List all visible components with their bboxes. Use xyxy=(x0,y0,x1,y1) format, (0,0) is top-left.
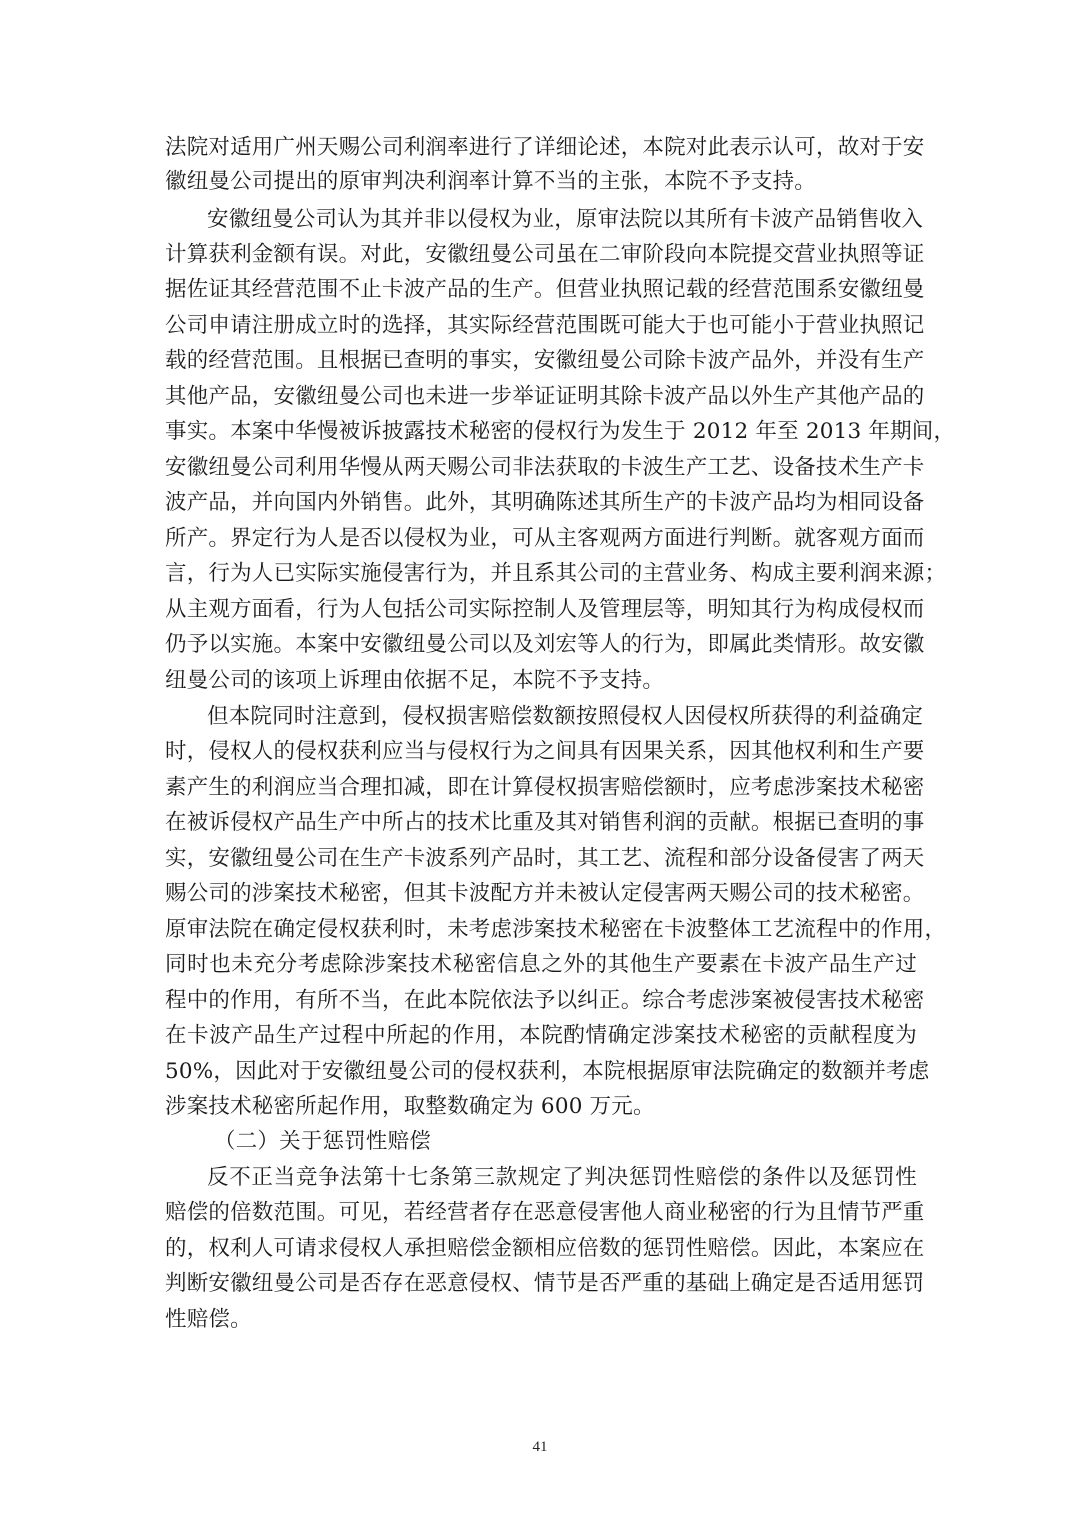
text-line: 程中的作用，有所不当，在此本院依法予以纠正。综合考虑涉案被侵害技术秘密 xyxy=(165,988,925,1013)
text-line: 赐公司的涉案技术秘密，但其卡波配方并未被认定侵害两天赐公司的技术秘密。 xyxy=(165,881,925,906)
text-line: 但本院同时注意到，侵权损害赔偿数额按照侵权人因侵权所获得的利益确定 xyxy=(207,704,924,729)
text-line: 事实。本案中华慢被诉披露技术秘密的侵权行为发生于 2012 年至 2013 年期间， xyxy=(165,419,956,444)
text-line: 安徽纽曼公司认为其并非以侵权为业，原审法院以其所有卡波产品销售收入 xyxy=(207,207,924,232)
text-line: 素产生的利润应当合理扣减，即在计算侵权损害赔偿额时，应考虑涉案技术秘密 xyxy=(165,775,925,800)
text-line: 反不正当竞争法第十七条第三款规定了判决惩罚性赔偿的条件以及惩罚性 xyxy=(207,1165,917,1190)
text-line: 时，侵权人的侵权获利应当与侵权行为之间具有因果关系，因其他权利和生产要 xyxy=(165,739,925,764)
text-line: 法院对适用广州天赐公司利润率进行了详细论述，本院对此表示认可，故对于安 xyxy=(165,135,925,160)
text-line: 仍予以实施。本案中安徽纽曼公司以及刘宏等人的行为，即属此类情形。故安徽 xyxy=(165,632,925,657)
text-line: 言，行为人已实际实施侵害行为，并且系其公司的主营业务、构成主要利润来源； xyxy=(165,561,947,586)
text-line: 同时也未充分考虑除涉案技术秘密信息之外的其他生产要素在卡波产品生产过 xyxy=(165,952,917,977)
text-line: 涉案技术秘密所起作用，取整数确定为 600 万元。 xyxy=(165,1094,655,1119)
text-line: 其他产品，安徽纽曼公司也未进一步举证证明其除卡波产品以外生产其他产品的 xyxy=(165,384,925,409)
page-number: 41 xyxy=(532,1439,548,1455)
text-line: 据佐证其经营范围不止卡波产品的生产。但营业执照记载的经营范围系安徽纽曼 xyxy=(165,277,925,302)
text-line: 公司申请注册成立时的选择，其实际经营范围既可能大于也可能小于营业执照记 xyxy=(165,313,925,338)
text-line: 赔偿的倍数范围。可见，若经营者存在恶意侵害他人商业秘密的行为且情节严重 xyxy=(165,1200,925,1225)
text-line: 原审法院在确定侵权获利时，未考虑涉案技术秘密在卡波整体工艺流程中的作用， xyxy=(165,917,947,942)
text-line: 在卡波产品生产过程中所起的作用，本院酌情确定涉案技术秘密的贡献程度为 xyxy=(165,1023,917,1048)
text-line: 的，权利人可请求侵权人承担赔偿金额相应倍数的惩罚性赔偿。因此，本案应在 xyxy=(165,1236,925,1261)
section-heading: （二）关于惩罚性赔偿 xyxy=(214,1129,432,1154)
text-line: 在被诉侵权产品生产中所占的技术比重及其对销售利润的贡献。根据已查明的事 xyxy=(165,810,925,835)
text-line: 安徽纽曼公司利用华慢从两天赐公司非法获取的卡波生产工艺、设备技术生产卡 xyxy=(165,455,925,480)
text-line: 50%，因此对于安徽纽曼公司的侵权获利，本院根据原审法院确定的数额并考虑 xyxy=(165,1059,930,1084)
text-line: 实，安徽纽曼公司在生产卡波系列产品时，其工艺、流程和部分设备侵害了两天 xyxy=(165,846,925,871)
text-line: 计算获利金额有误。对此，安徽纽曼公司虽在二审阶段向本院提交营业执照等证 xyxy=(165,242,925,267)
text-line: 波产品，并向国内外销售。此外，其明确陈述其所生产的卡波产品均为相同设备 xyxy=(165,490,925,515)
text-line: 载的经营范围。且根据已查明的事实，安徽纽曼公司除卡波产品外，并没有生产 xyxy=(165,348,925,373)
text-line: 从主观方面看，行为人包括公司实际控制人及管理层等，明知其行为构成侵权而 xyxy=(165,597,925,622)
text-line: 徽纽曼公司提出的原审判决利润率计算不当的主张，本院不予支持。 xyxy=(165,169,817,194)
text-line: 所产。界定行为人是否以侵权为业，可从主客观两方面进行判断。就客观方面而 xyxy=(165,526,925,551)
text-line: 判断安徽纽曼公司是否存在恶意侵权、情节是否严重的基础上确定是否适用惩罚 xyxy=(165,1271,925,1296)
text-line: 纽曼公司的该项上诉理由依据不足，本院不予支持。 xyxy=(165,668,665,693)
text-line: 性赔偿。 xyxy=(165,1307,252,1332)
